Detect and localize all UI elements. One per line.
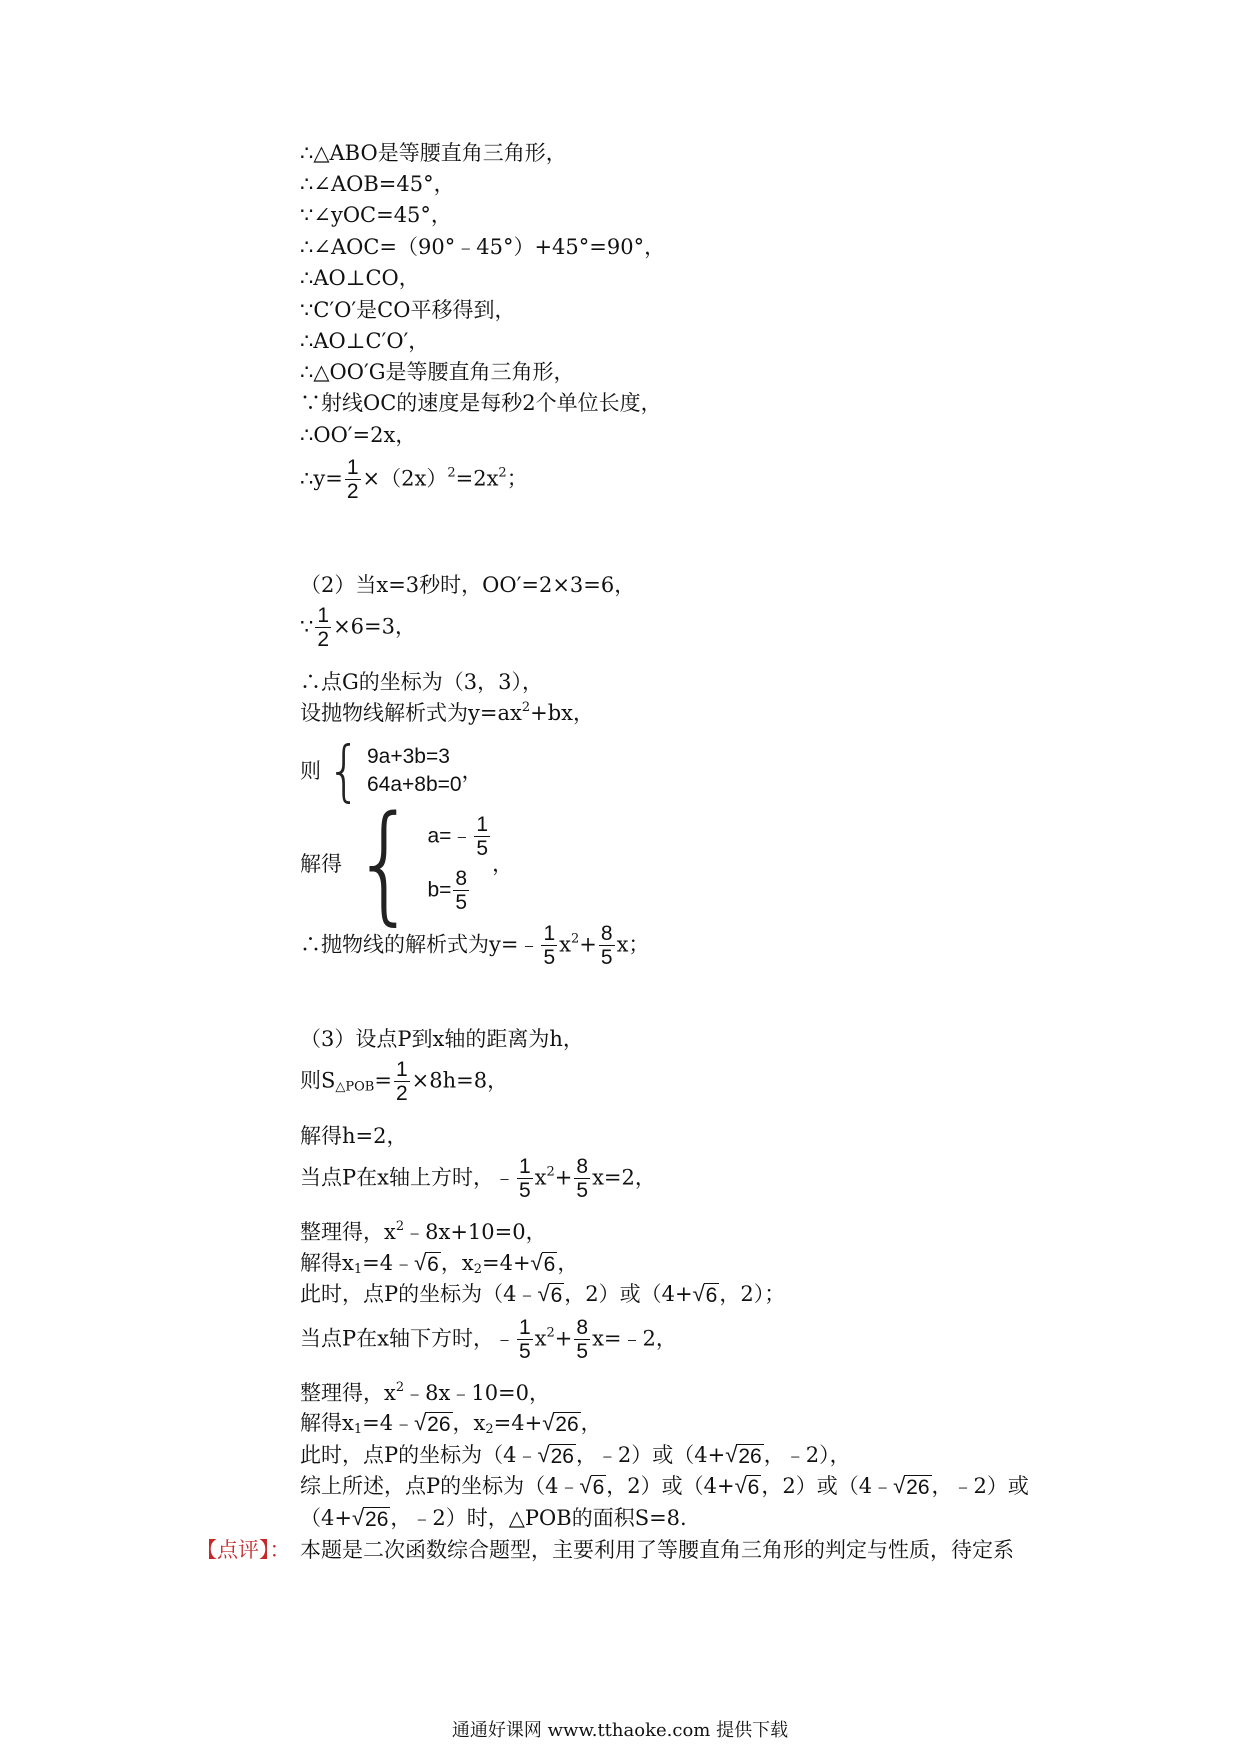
formula-line: 则$S_{\triangle POB}=$ $\frac{1}{2}$ ×8h=8， <box>300 1058 509 1106</box>
equation-system: 则 { 9a+3b=3 64a+8b=0 ， <box>300 732 483 809</box>
brace: { <box>327 732 361 809</box>
text-line: ∴点G的坐标为（3，3）， <box>300 670 543 694</box>
review-tag: 【点评】： <box>196 1538 291 1562</box>
equation-system: 解得 { a=﹣ $\frac{1}{5}$ b= $\frac{8}{5}$ ， <box>300 789 514 938</box>
formula-line: 解得$x_1=4﹣$ √ 26 ，$x_2=4+$ √ 26 ， <box>300 1410 602 1437</box>
formula-line: （4+ √ 26 ，﹣2）时，△POB的面积S=8. <box>300 1505 687 1531</box>
text-line: 设抛物线解析式为$y=ax^2+bx$， <box>300 700 594 725</box>
formula-line: ∴y= $\frac{1}{2}$ $\times(2x)^2=2x^2$； <box>300 456 528 504</box>
formula-line: 当点P在x轴下方时，﹣ $\frac{1}{5}$ $x^2+$ $\frac{8}{5}$ x=﹣2， <box>300 1316 677 1364</box>
text-line: ∴∠AOC=（90°﹣45°）+45°=90°， <box>300 235 666 259</box>
text-line: ∵C′O′是CO平移得到， <box>300 298 516 322</box>
formula-line: 此时，点P的坐标为（4﹣ √ 26 ，﹣2）或（4+ √ 26 ，﹣2）， <box>300 1442 851 1468</box>
text-line: ∴△OO′G是等腰直角三角形， <box>300 360 575 384</box>
formula-line: ∴抛物线的解析式为y=﹣ $\frac{1}{5}$ $x^2+$ $\frac{8}{5}$ x； <box>300 922 650 970</box>
formula-line: 此时，点P的坐标为（4﹣ √ 6 ，2）或（4+ √ 6 ，2）； <box>300 1281 786 1307</box>
text-line: ∴△ABO是等腰直角三角形， <box>300 141 567 165</box>
text-line: ∴OO′=2x， <box>300 423 417 447</box>
text-line: （3）设点P到x轴的距离为h， <box>300 1027 584 1051</box>
text-line: 整理得，$x^2﹣8x﹣10=0$， <box>300 1380 551 1405</box>
text-line: 整理得，$x^2﹣8x+10=0$， <box>300 1219 547 1244</box>
text-line: ∵射线OC的速度是每秒2个单位长度， <box>300 391 662 415</box>
review-text: 本题是二次函数综合题型，主要利用了等腰直角三角形的判定与性质，待定系 <box>300 1538 1014 1562</box>
footer-text: 通通好课网 www.tthaoke.com 提供下载 <box>451 1720 789 1741</box>
formula-line: 综上所述，点P的坐标为（4﹣ √ 6 ，2）或（4+ √ 6 ，2）或（4﹣ √ 26 ，﹣2）或 <box>300 1473 1029 1499</box>
formula-line: ∵ $\frac{1}{2}$ ×6=3， <box>300 604 416 652</box>
formula-line: 解得$x_1=4﹣$ √ 6 ，$x_2=4+$ √ 6 ， <box>300 1250 579 1277</box>
text-line: ∴∠AOB=45°， <box>300 172 455 196</box>
brace: { <box>352 789 418 938</box>
text-line: ∴AO⊥C′O′， <box>300 329 430 353</box>
fraction: $\frac{1}{2}$ <box>346 456 359 504</box>
fraction: $\frac{1}{2}$ <box>317 604 330 652</box>
text-line: ∵∠yOC=45°， <box>300 203 452 227</box>
text-line: ∴AO⊥CO， <box>300 266 420 290</box>
formula-line: 当点P在x轴上方时，﹣ $\frac{1}{5}$ $x^2+$ $\frac{8}{5}$ x=2， <box>300 1155 656 1203</box>
text-line: （2）当x=3秒时，OO′=2×3=6， <box>300 573 636 597</box>
text-line: 解得h=2， <box>300 1124 408 1148</box>
